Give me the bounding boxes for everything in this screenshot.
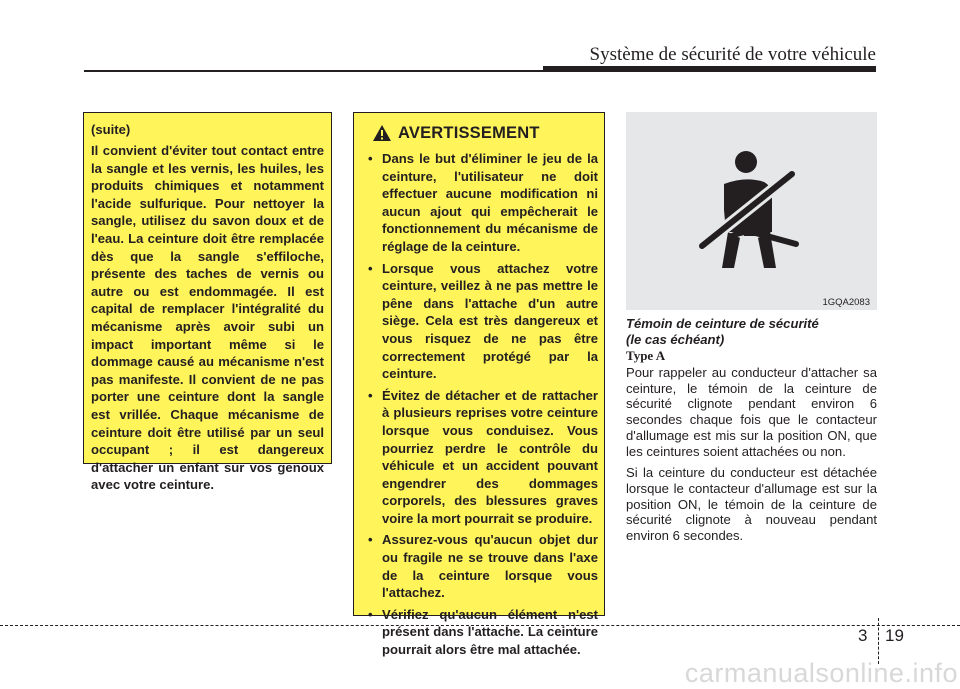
footer-rule <box>0 625 960 626</box>
warning-item: • Dans le but d'éliminer le jeu de la ceinture, l'utilisateur ne doit effectuer aucune modification ni aucun ajout qui empêcherait le fonctionnement du mécanisme de réglage de la ceinture. <box>368 151 598 254</box>
chapter-number: 3 <box>858 626 868 645</box>
seat-belt-warning-icon <box>696 150 806 274</box>
warning-list <box>362 150 598 659</box>
warning-item: • Assurez-vous qu'aucun objet dur ou fragile ne se trouve dans l'axe de la ceinture lorsque vous l'attachez. <box>368 532 598 601</box>
warning-title: AVERTISSEMENT <box>398 123 540 142</box>
figure-code: 1GQA2083 <box>822 297 870 308</box>
caption-line: (le cas échéant) <box>626 331 725 347</box>
body-paragraph: Si la ceinture du conducteur est détachée lorsque le contacteur d'allumage est sur la position ON, le témoin de la ceinture de sécurité clignote à nouveau pendant environ 6 secondes. <box>626 465 877 544</box>
warning-item: • Évitez de détacher et de rattacher à plusieurs reprises votre ceinture lorsque vous conduisez. Vous pourriez perdre le contrôle du véhicule et un accident pouvant engendrer des dommages corporels, des blessures graves voire la mort pourrait se produire. <box>368 387 598 526</box>
section-caption <box>626 316 877 347</box>
page-number: 19 <box>885 626 904 645</box>
continued-text: Il convient d'éviter tout contact entre la sangle et les vernis, les huiles, les produits chimiques et notamment l'acide sulfurique. Pour nettoyer la sangle, utilisez du savon doux et de l'eau. La ceinture doit être remplacée dès que la sangle s'effiloche, présente des taches de vernis ou autre ou est endommagée. Il est capital de remplacer l'intégralité du mécanisme après avoir subi un impact important même si le dommage causé au mécanisme n'est pas manifeste. Il convient de ne pas porter une ceinture dont la sangle est vrillée. Chaque mécanisme de ceinture doit être utilisé par un seul occupant ; il est dangereux d'attacher un enfant sur vos genoux avec votre ceinture. <box>91 143 324 493</box>
warning-item: • Vérifiez qu'aucun élément n'est présent dans l'attache. La ceinture pourrait alors être mal attachée. <box>368 606 598 658</box>
type-label: Type A <box>626 348 666 363</box>
section-body <box>626 365 877 550</box>
warning-box <box>353 112 605 658</box>
body-paragraph: Pour rappeler au conducteur d'attacher sa ceinture, le témoin de la ceinture de sécurité clignote pendant environ 6 secondes chaque fois que le contacteur d'allumage est mis sur la position ON, que les ceintures soient attachées ou non. <box>626 365 877 459</box>
caption-line: Témoin de ceinture de sécurité <box>626 316 819 331</box>
warning-item: • Lorsque vous attachez votre ceinture, veillez à ne pas mettre le pêne dans l'attache d'un autre siège. Cela est très dangereux et vous risquez de ne pas être correctement protégé par la ceinture. <box>368 260 598 382</box>
page-header-title: Système de sécurité de votre véhicule <box>589 44 876 65</box>
warning-triangle-icon <box>372 124 392 142</box>
seat-belt-indicator-figure <box>626 112 877 310</box>
continued-caution-box <box>83 112 332 493</box>
watermark: carmanualsonline.info <box>684 658 958 688</box>
warning-heading <box>372 122 598 144</box>
continued-label: (suite) <box>91 122 131 137</box>
header-rule-accent <box>543 66 876 72</box>
